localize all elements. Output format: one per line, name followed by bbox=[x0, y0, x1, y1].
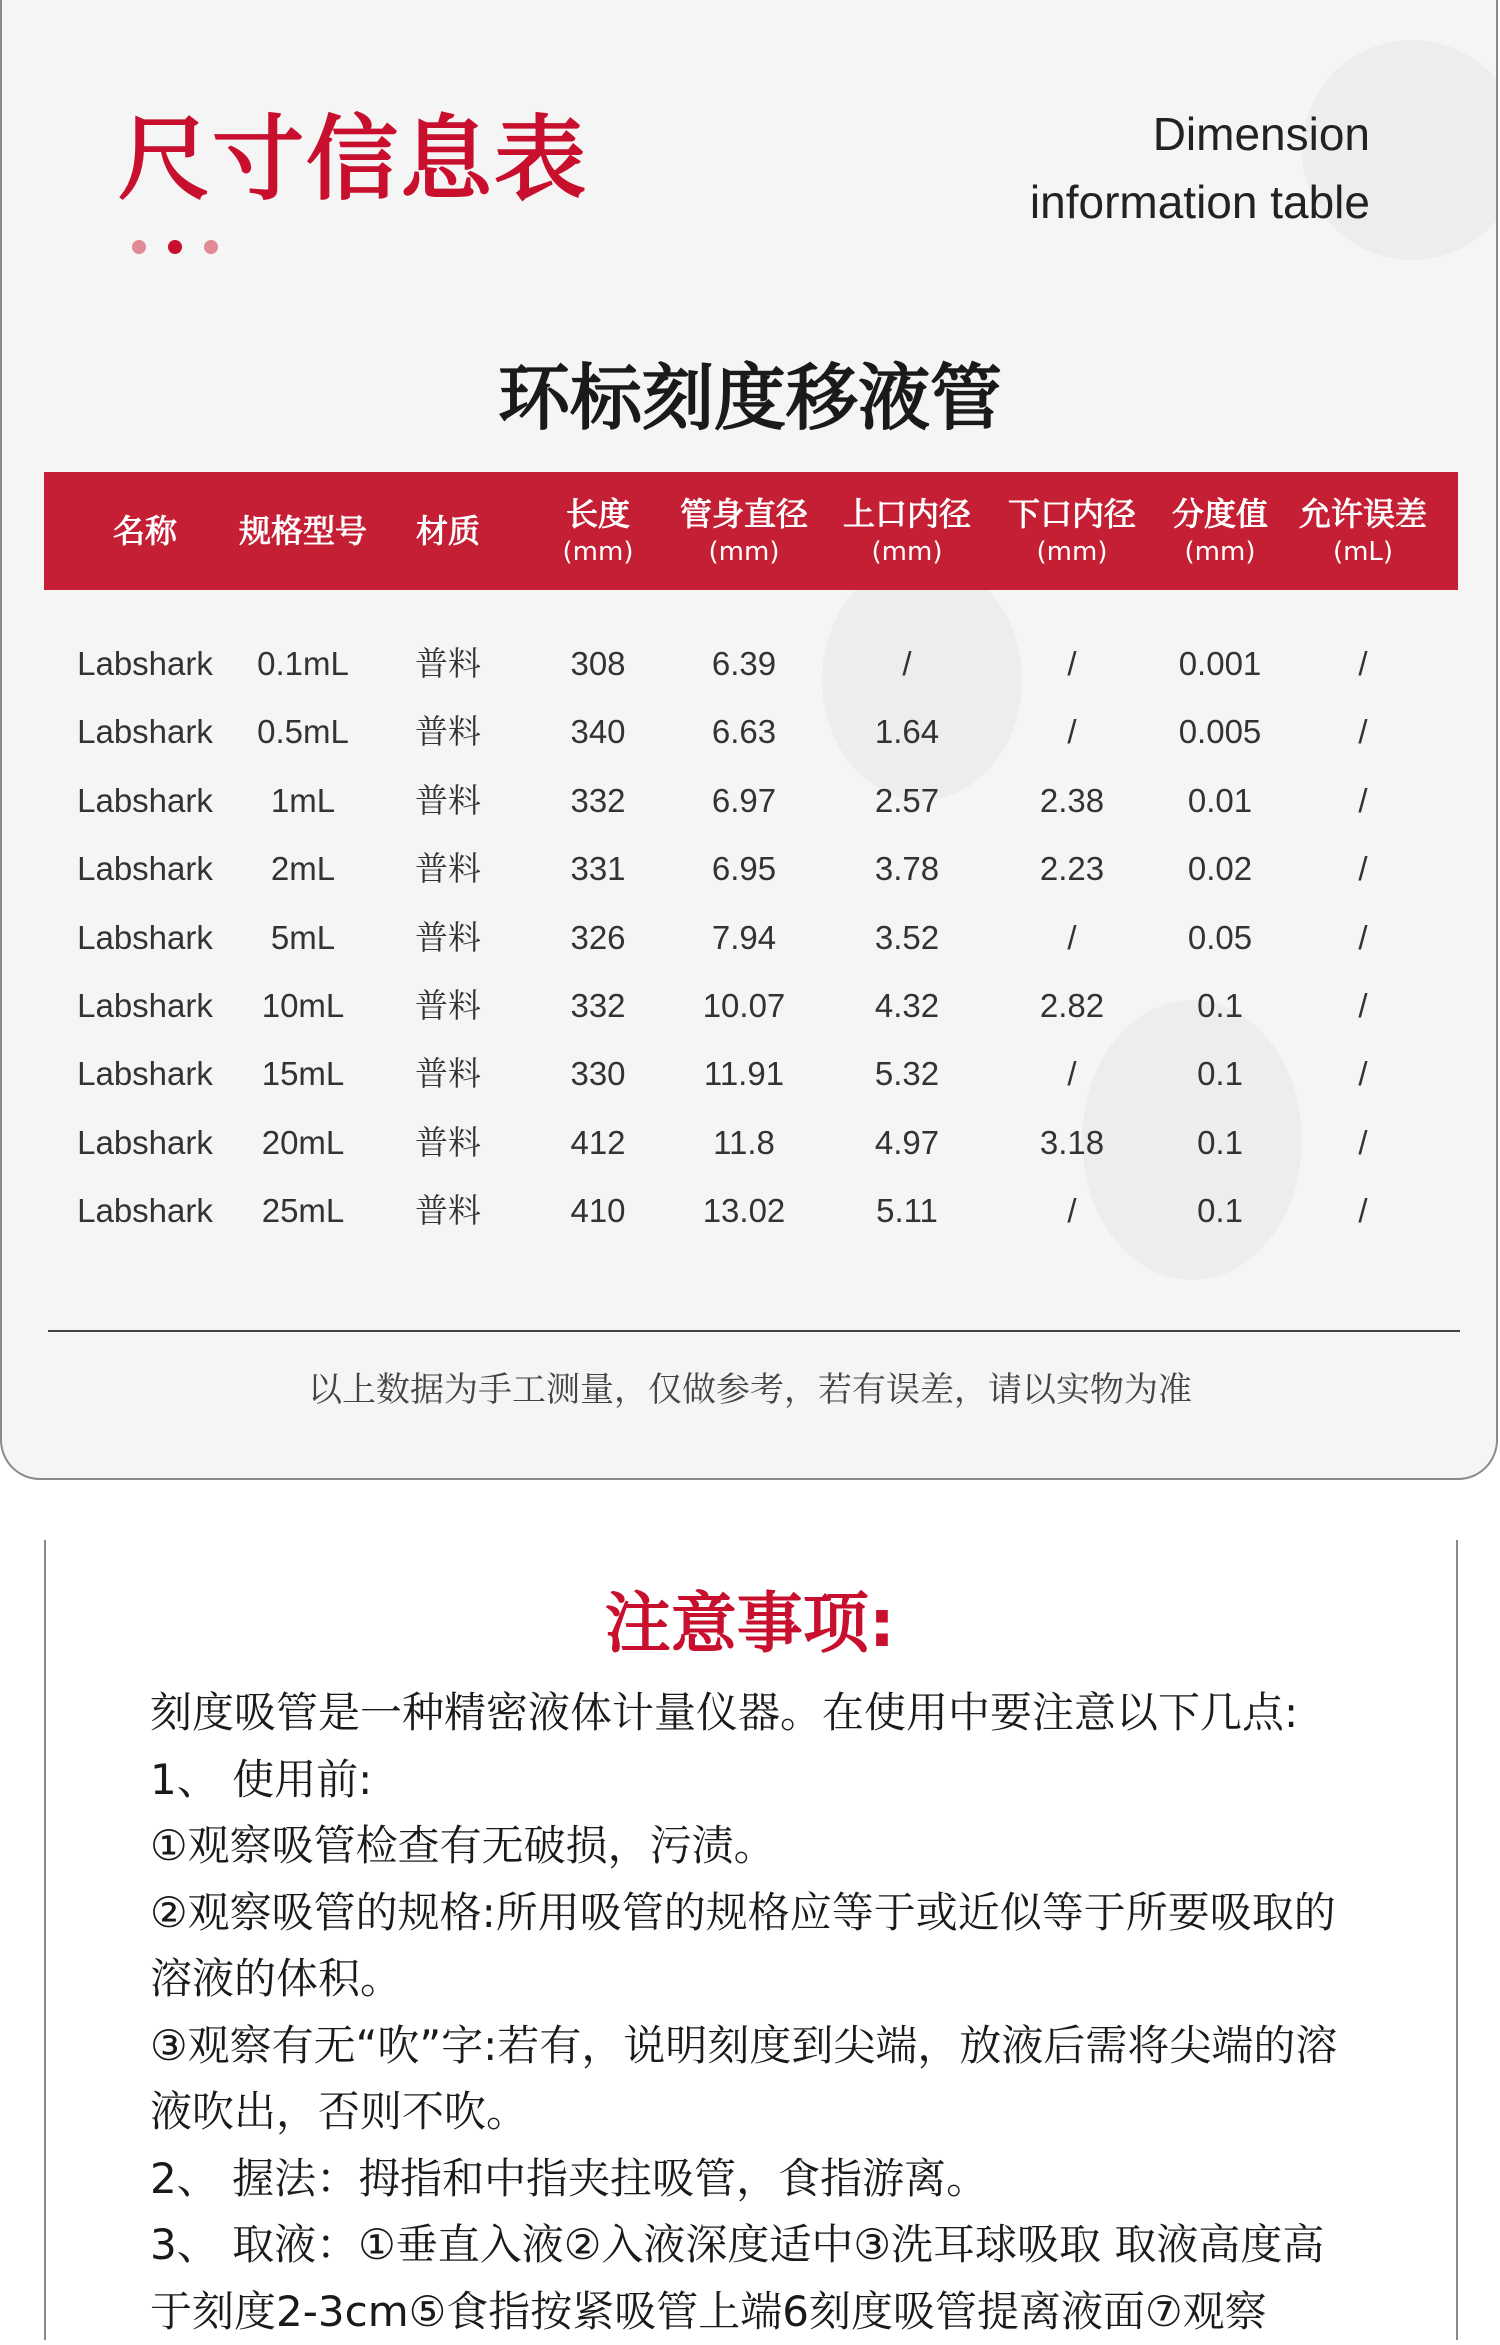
table-cell: 6.95 bbox=[711, 850, 777, 888]
table-cell: / bbox=[1067, 645, 1077, 682]
table-cell: 410 bbox=[570, 1192, 626, 1230]
table-footnote: 以上数据为手工测量，仅做参考，若有误差，请以实物为准 bbox=[308, 1370, 1192, 1410]
page-title: 尺寸信息表 bbox=[118, 106, 589, 213]
table-cell: / bbox=[1358, 781, 1368, 819]
dot-icon bbox=[204, 240, 218, 254]
header-label: 允许误差 bbox=[1298, 495, 1427, 533]
table-cell: Labshark bbox=[77, 781, 213, 819]
table-cell: Labshark bbox=[77, 987, 213, 1024]
notice-body bbox=[150, 1680, 1350, 2345]
table-row bbox=[0, 1109, 1500, 1177]
table-cell: 3.18 bbox=[1039, 1123, 1105, 1161]
table-cell: 3.52 bbox=[874, 918, 940, 956]
table-row bbox=[0, 835, 1500, 903]
table-header-cell bbox=[1288, 472, 1438, 590]
header-label: 长度 bbox=[565, 495, 630, 533]
table-cell: 0.1mL bbox=[257, 645, 349, 682]
table-cell: 13.02 bbox=[702, 1192, 786, 1230]
table-cell: 普料 bbox=[415, 713, 481, 751]
notice-paragraph: 2、 握法：拇指和中指夹拄吸管，食指游离。 bbox=[150, 2153, 989, 2203]
table-header bbox=[44, 472, 1458, 590]
table-title: 环标刻度移液管 bbox=[497, 356, 1002, 440]
notice-paragraph: ③观察有无“吹”字:若有，说明刻度到尖端，放液后需将尖端的溶液吹出，否则不吹。 bbox=[150, 2020, 1338, 2136]
table-row bbox=[0, 972, 1500, 1040]
header-label: 管身直径 bbox=[679, 495, 808, 533]
table-cell: / bbox=[1358, 1192, 1368, 1230]
notice-title: 注意事项: bbox=[604, 1585, 896, 1662]
header-label: 分度值 bbox=[1171, 495, 1268, 533]
table-cell: 2.57 bbox=[874, 781, 940, 819]
table-cell: 4.32 bbox=[874, 987, 940, 1024]
table-row bbox=[0, 767, 1500, 835]
header-unit: (mL) bbox=[1332, 537, 1394, 567]
header-unit: (mm) bbox=[1184, 537, 1256, 567]
table-cell: / bbox=[1067, 713, 1077, 751]
table-cell: 20mL bbox=[261, 1123, 345, 1161]
table-cell: Labshark bbox=[77, 1123, 213, 1161]
title-dots-decoration bbox=[132, 240, 218, 254]
table-divider bbox=[48, 1330, 1460, 1332]
table-cell: 6.97 bbox=[711, 781, 777, 819]
table-cell: 2.82 bbox=[1039, 987, 1105, 1024]
table-cell: 7.94 bbox=[711, 918, 777, 956]
table-cell: / bbox=[1358, 918, 1368, 956]
header-unit: (mm) bbox=[871, 537, 943, 567]
table-row bbox=[0, 698, 1500, 766]
table-cell: 25mL bbox=[261, 1192, 345, 1230]
table-cell: 5.11 bbox=[876, 1192, 938, 1230]
table-cell: 普料 bbox=[415, 918, 481, 956]
table-cell: 0.01 bbox=[1187, 781, 1253, 819]
page-title-english bbox=[950, 100, 1370, 236]
table-cell: 普料 bbox=[415, 645, 481, 682]
title-en-line1: Dimension bbox=[1152, 108, 1370, 160]
table-cell: 10mL bbox=[261, 987, 345, 1024]
table-cell: / bbox=[1067, 1192, 1077, 1230]
dot-icon bbox=[168, 240, 182, 254]
table-cell: 331 bbox=[570, 850, 626, 888]
table-cell: 2.38 bbox=[1039, 781, 1105, 819]
notice-paragraph: ②观察吸管的规格:所用吸管的规格应等于或近似等于所要吸取的溶液的体积。 bbox=[150, 1887, 1336, 2003]
table-cell: Labshark bbox=[77, 1192, 213, 1230]
table-cell: 0.02 bbox=[1187, 850, 1253, 888]
table-cell: 0.05 bbox=[1187, 918, 1253, 956]
table-cell: 6.63 bbox=[711, 713, 777, 751]
table-cell: Labshark bbox=[77, 918, 213, 956]
header-unit: (mm) bbox=[708, 537, 780, 567]
table-cell: 340 bbox=[570, 713, 626, 751]
header-label: 名称 bbox=[112, 512, 177, 550]
table-cell: / bbox=[1358, 987, 1368, 1024]
table-cell: 11.8 bbox=[713, 1123, 775, 1161]
table-cell: 6.39 bbox=[711, 645, 777, 682]
table-cell: / bbox=[1067, 918, 1077, 956]
notice-paragraph: 刻度吸管是一种精密液体计量仪器。在使用中要注意以下几点: bbox=[150, 1688, 1299, 1737]
table-cell: Labshark bbox=[77, 713, 213, 751]
table-cell: 15mL bbox=[261, 1055, 345, 1093]
table-cell: Labshark bbox=[77, 850, 213, 888]
table-cell: 普料 bbox=[415, 1055, 481, 1093]
table-cell: 4.97 bbox=[874, 1123, 940, 1161]
table-cell: / bbox=[1358, 1123, 1368, 1161]
table-cell: / bbox=[1358, 645, 1368, 682]
table-cell: / bbox=[1067, 1055, 1077, 1093]
table-cell: / bbox=[902, 645, 912, 682]
table-header-cell bbox=[70, 472, 220, 590]
table-cell: Labshark bbox=[77, 1055, 213, 1093]
table-cell: 5mL bbox=[270, 918, 336, 956]
table-cell: 普料 bbox=[415, 850, 481, 888]
table-cell: 0.005 bbox=[1178, 713, 1262, 751]
header-unit: (mm) bbox=[562, 537, 634, 567]
dot-icon bbox=[132, 240, 146, 254]
table-cell: 普料 bbox=[415, 1123, 481, 1161]
table-header-cell bbox=[669, 472, 819, 590]
table-cell: 0.1 bbox=[1197, 1192, 1243, 1230]
table-cell: 2mL bbox=[270, 850, 336, 888]
table-cell: 412 bbox=[570, 1123, 626, 1161]
table-cell: 1mL bbox=[270, 781, 336, 819]
header-label: 上口内径 bbox=[842, 495, 971, 533]
table-row bbox=[0, 1040, 1500, 1108]
table-cell: 5.32 bbox=[874, 1055, 940, 1093]
notice-paragraph: ①观察吸管检查有无破损，污渍。 bbox=[150, 1821, 776, 1870]
table-cell: 2.23 bbox=[1039, 850, 1105, 888]
table-cell: 0.5mL bbox=[257, 713, 349, 751]
table-cell: 330 bbox=[570, 1055, 626, 1093]
table-cell: 10.07 bbox=[702, 987, 786, 1024]
table-cell: 0.1 bbox=[1197, 1123, 1243, 1161]
table-cell: 332 bbox=[570, 987, 626, 1024]
table-header-cell bbox=[997, 472, 1147, 590]
table-header-cell bbox=[228, 472, 378, 590]
table-cell: / bbox=[1358, 850, 1368, 888]
table-cell: 308 bbox=[570, 645, 626, 682]
table-cell: / bbox=[1358, 713, 1368, 751]
table-row bbox=[0, 904, 1500, 972]
header-label: 材质 bbox=[415, 512, 480, 550]
title-en-line2: information table bbox=[1029, 176, 1370, 228]
table-cell: 11.91 bbox=[703, 1055, 785, 1093]
table-cell: 3.78 bbox=[874, 850, 940, 888]
table-cell: 普料 bbox=[415, 781, 481, 819]
table-header-cell bbox=[832, 472, 982, 590]
table-cell: Labshark bbox=[77, 645, 213, 682]
table-header-cell bbox=[523, 472, 673, 590]
table-cell: 326 bbox=[570, 918, 626, 956]
table-cell: / bbox=[1358, 1055, 1368, 1093]
table-row bbox=[0, 630, 1500, 698]
notice-paragraph: 3、 取液：①垂直入液②入液深度适中③洗耳球吸取 取液高度高于刻度2-3cm⑤食指按紧吸管上端6刻度吸管提离液面⑦观察 bbox=[150, 2220, 1325, 2336]
table-row bbox=[0, 1177, 1500, 1245]
table-cell: 332 bbox=[570, 781, 626, 819]
header-label: 下口内径 bbox=[1007, 495, 1136, 533]
table-cell: 1.64 bbox=[874, 713, 940, 751]
table-cell: 0.001 bbox=[1178, 645, 1262, 682]
notice-paragraph: 1、 使用前: bbox=[150, 1754, 373, 1804]
header-label: 规格型号 bbox=[238, 512, 367, 550]
table-cell: 0.1 bbox=[1197, 1055, 1243, 1093]
table-cell: 普料 bbox=[415, 987, 481, 1024]
table-cell: 普料 bbox=[415, 1192, 481, 1230]
table-header-cell bbox=[373, 472, 523, 590]
header-unit: (mm) bbox=[1036, 537, 1108, 567]
table-cell: 0.1 bbox=[1197, 987, 1243, 1024]
table-header-cell bbox=[1145, 472, 1295, 590]
